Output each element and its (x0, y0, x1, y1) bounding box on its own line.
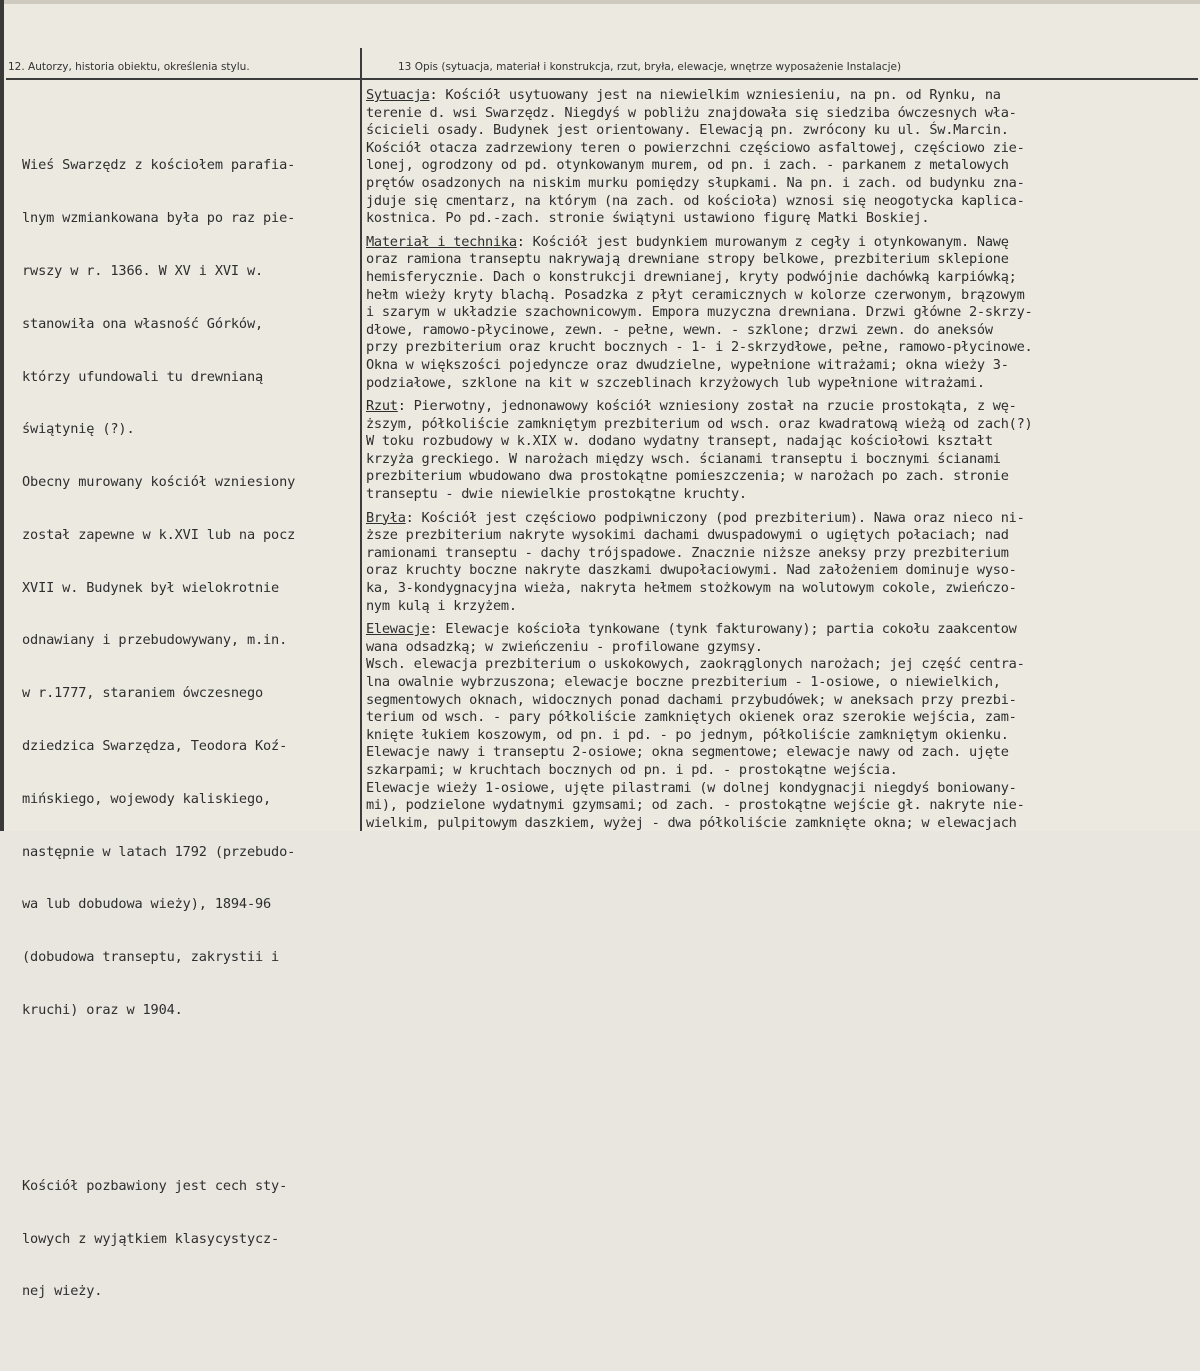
text-line: XVII w. Budynek był wielokrotnie (22, 579, 280, 596)
text-line: Sytuacja: Kościół usytuowany jest na niewielkim wzniesieniu, na pn. od Rynku, na (366, 87, 1001, 103)
top-border (0, 0, 1200, 4)
text-line: segmentowych oknach, widocznych ponad dachami przybudówek; w aneksach przy prezbi- (366, 691, 1017, 708)
text-line: Kościół pozbawiony jest cech sty- (22, 1177, 288, 1194)
left-edge (0, 0, 4, 831)
text-line: hemisferycznie. Dach o konstrukcji drewnianej, kryty podwójnie dachówką karpiówką; (366, 268, 1017, 285)
text-line: knięte łukiem koszowym, od pn. i pd. - po jednym, półkoliście zamkniętym okienku. (366, 726, 1009, 743)
text-line: oraz kruchty boczne nakryte daszkami dwupołaciowymi. Nad założeniem dominuje wyso- (366, 562, 1017, 579)
text-line: terium od wsch. - pary półkoliście zamkniętych okienek oraz szerokie wejścia, zam- (366, 709, 1017, 726)
section-elewacje (366, 621, 1198, 832)
text-line: w r.1777, staraniem ówczesnego (22, 685, 264, 702)
text-line: oraz ramiona transeptu nakrywają drewniane stropy belkowe, prezbiterium sklepione (366, 251, 1009, 268)
text-line: ramionami transeptu - dachy trójspadowe. Znacznie niższe aneksy przy prezbiterium (366, 544, 1009, 561)
text-line: którzy ufundowali tu drewnianą (22, 368, 264, 385)
section-label: Elewacje (366, 621, 430, 638)
text-line: ścicieli osady. Budynek jest orientowany. Elewacją pn. zwrócony ku ul. Św.Marcin. (366, 122, 1009, 139)
text-line: Materiał i technika: Kościół jest budynkiem murowanym z cegły i otynkowanym. Nawę (366, 233, 1009, 250)
text-line: mińskiego, wojewody kaliskiego, (22, 790, 272, 807)
text-line: Obecny murowany kościół wzniesiony (22, 474, 296, 491)
text-line: prezbiterium wbudowano dwa prostokątne pomieszczenia; w narożach po zach. stronie (366, 468, 1009, 485)
section-sytuacja (366, 87, 1198, 228)
column-divider (360, 48, 362, 831)
text-line: Bryła: Kościół jest częściowo podpiwniczony (pod prezbiterium). Nawa oraz nieco ni- (366, 509, 1025, 526)
section-bryla (366, 510, 1198, 616)
text-line: ższe prezbiterium nakryte wysokimi dachami dwuspadowymi o ugiętych połaciach; nad (366, 527, 1009, 544)
text-line: Rzut: Pierwotny, jednonawowy kościół wzniesiony został na rzucie prostokąta, z wę- (366, 398, 1017, 415)
text-line: wa lub dobudowa wieży), 1894-96 (22, 896, 272, 913)
text-line: rwszy w r. 1366. W XV i XVI w. (22, 262, 264, 279)
section-label: Sytuacja (366, 87, 430, 103)
text-line: wana odsadzką; w zwieńczeniu - profilowane gzymsy. (366, 638, 763, 655)
section-material (366, 234, 1198, 392)
text-line: podziałowe, szklone na kit w szczeblinach krzyżowych lub wypełnione witrażami. (366, 374, 985, 391)
text-line: Wsch. elewacja prezbiterium o uskokowych, zaokrąglonych narożach; jej część centra- (366, 656, 1025, 673)
left-column (22, 87, 358, 1371)
text-line: Elewacje: Elewacje kościoła tynkowane (tynk fakturowany); partia cokołu zaakcentow (366, 621, 1017, 638)
text-line: lna owalnie wybrzuszona; elewacje boczne prezbiterium - 1-osiowe, o niewielkich, (366, 674, 1001, 690)
text-line: krzyża greckiego. W narożach między wsch. ścianami transeptu i bocznymi ścianami (366, 450, 1001, 467)
text-line: jduje się cmentarz, na którym (na zach. od kościoła) wznosi się neogotycka kaplica- (366, 192, 1025, 209)
text-line: lonej, ogrodzony od pd. otynkowanym murem, od pn. i zach. - parkanem z metalowych (366, 157, 1009, 174)
text-line: Wieś Swarzędz z kościołem parafia- (22, 157, 296, 174)
text-line: terenie d. wsi Swarzędz. Niegdyś w pobliżu znajdowała się siedziba ówczesnych wła- (366, 104, 1017, 121)
text-line: prętów osadzonych na niskim murku pomiędzy słupkami. Na pn. i zach. od budynku zna- (366, 174, 1025, 191)
text-line: W toku rozbudowy w k.XIX w. dodano wydatny transept, nadając kościołowi kształt (366, 433, 993, 450)
text-line: Elewacje nawy i transeptu 2-osiowe; okna segmentowe; elewacje nawy od zach. ujęte (366, 744, 1009, 761)
text-line: dziedzica Swarzędza, Teodora Koź- (22, 737, 288, 754)
right-column (366, 87, 1198, 838)
text-line: Okna w większości pojedyncze oraz dwudzielne, wypełnione witrażami; okna wieży 3- (366, 356, 1009, 373)
section-label: Materiał i technika (366, 233, 517, 250)
text-line: Kościół otacza zadrzewiony teren o powierzchni częściowo asfaltowej, częściowo zie- (366, 139, 1025, 156)
section-label: Bryła (366, 509, 406, 526)
header-rule (6, 78, 1198, 80)
header-left: 12. Autorzy, historia obiektu, określenia stylu. (8, 61, 250, 73)
text-line: ższym, półkoliście zamkniętym prezbiterium od wsch. oraz kwadratową wieżą od zach(?) (366, 415, 1033, 432)
text-line: wielkim, pulpitowym daszkiem, wyżej - dwa półkoliście zamknięte okna; w elewacjach (366, 814, 1017, 831)
text-line: szkarpami; w kruchtach bocznych od pn. i pd. - prostokątne wejścia. (366, 761, 898, 778)
text-line: przy prezbiterium oraz krucht bocznych - 1- i 2-skrzydłowe, pełne, ramowo-płycinowe. (366, 339, 1033, 356)
text-line: hełm wieży kryty blachą. Posadzka z płyt ceramicznych w kolorze czerwonym, brązowym (366, 286, 1025, 303)
text-line: świątynię (?). (22, 421, 135, 438)
text-line: lowych z wyjątkiem klasycystycz- (22, 1230, 280, 1247)
text-line: kostnica. Po pd.-zach. stronie świątyni ustawiono figurę Matki Boskiej. (366, 210, 930, 227)
text-line: nej wieży. (22, 1283, 103, 1300)
text-line: Elewacje wieży 1-osiowe, ujęte pilastrami (w dolnej kondygnacji niegdyś boniowany- (366, 779, 1017, 796)
text-line: następnie w latach 1792 (przebudo- (22, 843, 296, 860)
text-line: stanowiła ona własność Górków, (22, 315, 264, 332)
text-line: nym kulą i krzyżem. (366, 597, 517, 614)
style-paragraph (22, 1143, 358, 1337)
text-line: (dobudowa transeptu, zakrystii i (22, 949, 280, 966)
section-label: Rzut (366, 398, 398, 415)
text-line: ka, 3-kondygnacyjna wieża, nakryta hełmem stożkowym na wolutowym cokole, zwieńczo- (366, 580, 1017, 597)
text-line: kruchi) oraz w 1904. (22, 1001, 183, 1018)
text-line: i szarym w układzie szachownicowym. Empora muzyczna drewniana. Drzwi główne 2-skrzy- (366, 304, 1033, 321)
history-paragraph (22, 122, 358, 1054)
text-line: mi), podzielone wydatnymi gzymsami; od zach. - prostokątne wejście gł. nakryte nie- (366, 797, 1025, 814)
text-line: dłowe, ramowo-płycinowe, zewn. - pełne, wewn. - szklone; drzwi zewn. do aneksów (366, 321, 993, 338)
section-rzut (366, 398, 1198, 504)
text-line: transeptu - dwie niewielkie prostokątne kruchty. (366, 486, 747, 503)
text-line: został zapewne w k.XVI lub na pocz (22, 526, 296, 543)
paragraph-gap (22, 1090, 358, 1108)
text-line: odnawiany i przebudowywany, m.in. (22, 632, 288, 649)
header-right: 13 Opis (sytuacja, materiał i konstrukcja, rzut, bryła, elewacje, wnętrze wyposażenie Instalacje) (398, 61, 902, 73)
text-line: lnym wzmiankowana była po raz pie- (22, 210, 296, 227)
